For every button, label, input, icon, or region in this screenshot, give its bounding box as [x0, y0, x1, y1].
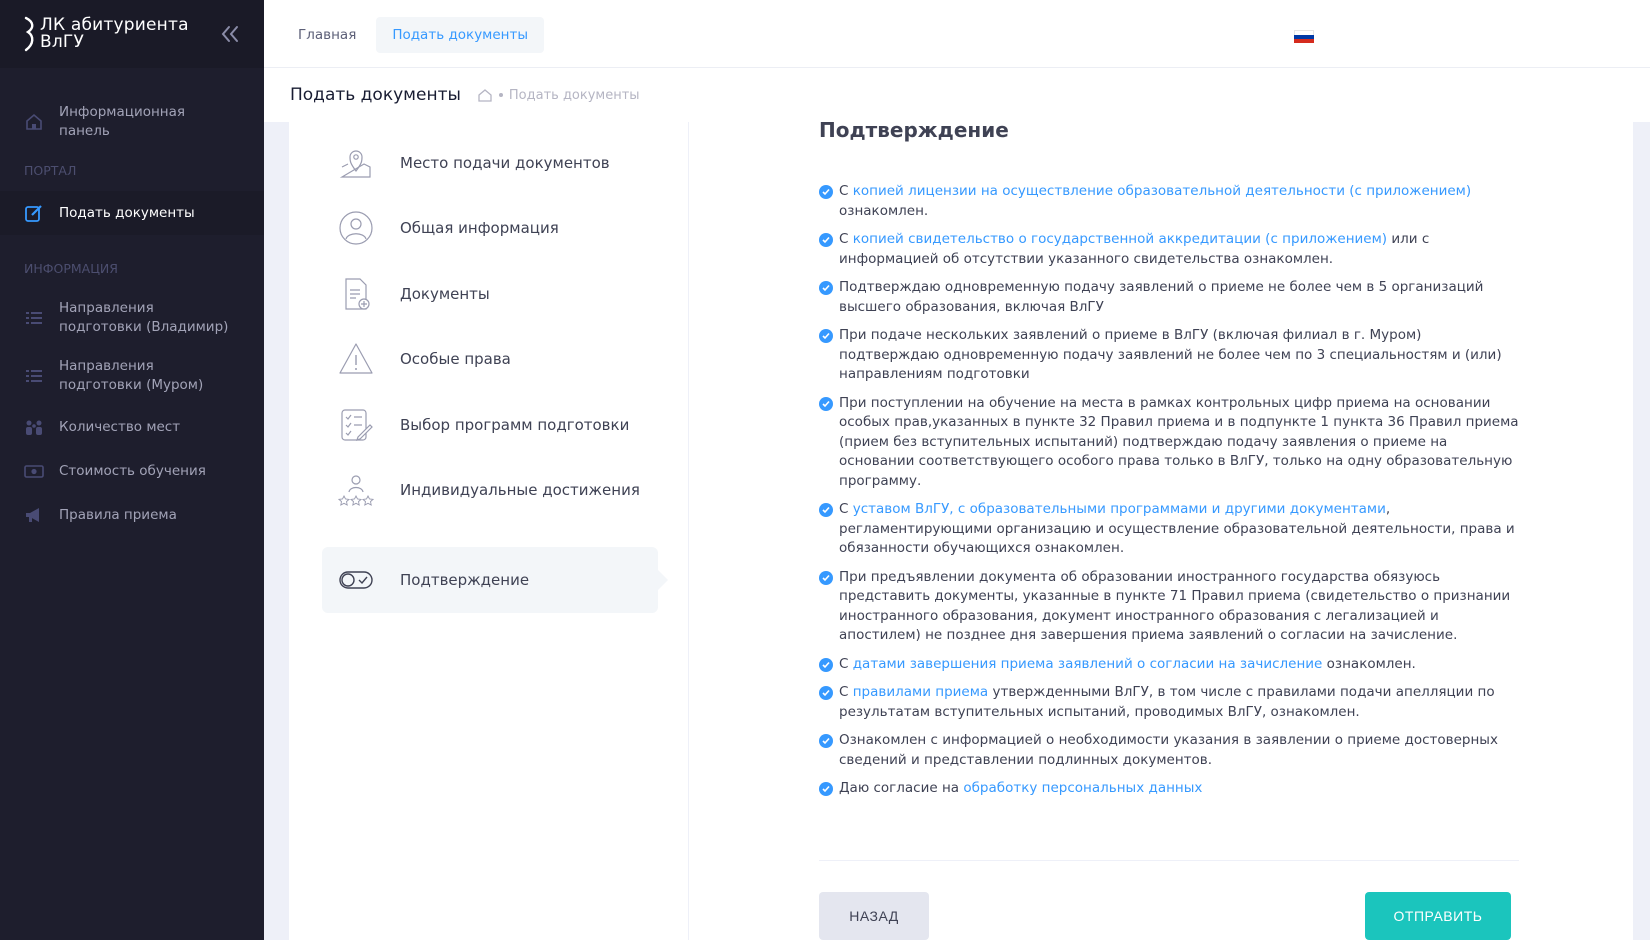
- double-chevron-left-icon[interactable]: [220, 25, 240, 43]
- nav-link-submit-documents[interactable]: Подать документы: [376, 17, 544, 53]
- document-link[interactable]: уставом ВлГУ, с образовательными программами и другими документами: [852, 501, 1386, 517]
- sidebar-section-info: ИНФОРМАЦИЯ: [24, 261, 118, 276]
- sidebar-item-rules[interactable]: [0, 493, 264, 537]
- text-segment: ознакомлен.: [1322, 655, 1416, 672]
- check-icon: [822, 661, 830, 669]
- document-link[interactable]: копией лицензии на осуществление образовательной деятельности (с приложением): [852, 183, 1472, 199]
- text-segment: При поступлении на обучение на места в рамках контрольных цифр приема на основании особых прав,указанных в пункте 32 Правил приема и в подпункте 1 пункта 36 Правил приема (прием без вступительных испытаний) подтверждаю подачу заявления о приеме на основании соответствующего особого права только в ВлГУ, только на одну образовательную программу.: [839, 394, 1519, 489]
- list-icon: [24, 308, 44, 328]
- nav-link-home[interactable]: Главная: [298, 27, 357, 43]
- document-link[interactable]: копией свидетельство о государственной аккредитации (с приложением): [852, 231, 1388, 247]
- confirmation-text: [839, 655, 1416, 675]
- sidebar-item-seats[interactable]: [0, 405, 264, 449]
- list-icon: [24, 366, 44, 386]
- wizard-step-label: Индивидуальные достижения: [400, 480, 640, 499]
- user-icon: [338, 210, 374, 246]
- wizard-step-label: Выбор программ подготовки: [400, 415, 630, 434]
- confirmation-item: [819, 731, 1519, 770]
- checkbox[interactable]: [819, 503, 833, 517]
- confirmation-text: [839, 731, 1519, 770]
- checkbox[interactable]: [819, 734, 833, 748]
- text-segment: С: [839, 501, 853, 517]
- check-icon: [822, 574, 830, 582]
- warning-icon: [338, 341, 374, 377]
- logo-icon: [24, 16, 38, 52]
- document-link[interactable]: правилами приема: [852, 684, 989, 700]
- russian-flag-icon[interactable]: [1294, 30, 1314, 43]
- map-pin-icon: [338, 145, 374, 181]
- sidebar-item-label: Информационная панель: [59, 104, 186, 139]
- submit-button[interactable]: ОТПРАВИТЬ: [1365, 892, 1511, 940]
- sidebar-item-label: Направления подготовки (Муром): [59, 358, 204, 393]
- text-segment: или с информацией об отсутствии указанного свидетельства ознакомлен.: [839, 231, 1430, 267]
- brand-title: ЛК абитуриента ВлГУ: [40, 15, 189, 52]
- confirmation-text: [839, 779, 1202, 799]
- check-icon: [822, 188, 830, 196]
- wizard-step-label: Место подачи документов: [400, 153, 610, 172]
- confirmation-item: [819, 683, 1519, 722]
- text-segment: С: [839, 684, 853, 700]
- document-link[interactable]: датами завершения приема заявлений о согласии на зачисление: [852, 655, 1323, 672]
- confirmation-text: [839, 182, 1519, 221]
- breadcrumb-separator: [499, 93, 503, 97]
- confirmation-item: [819, 326, 1519, 385]
- wizard-step-label: Документы: [400, 284, 490, 303]
- wizard-step-label: Подтверждение: [400, 570, 530, 589]
- sidebar-item-directions-murom[interactable]: [0, 347, 264, 405]
- confirmation-text: [839, 278, 1519, 317]
- confirmation-item: [819, 568, 1519, 646]
- check-icon: [822, 284, 830, 292]
- header: [264, 3, 1650, 68]
- check-icon: [822, 332, 830, 340]
- text-segment: ознакомлен.: [839, 202, 929, 219]
- sidebar-item-label: Стоимость обучения: [59, 462, 206, 479]
- home-icon[interactable]: [477, 88, 493, 102]
- breadcrumb-item[interactable]: Подать документы: [508, 87, 640, 103]
- sidebar-item-label: Количество мест: [59, 418, 181, 435]
- header-nav: [282, 17, 548, 53]
- confirmation-text: [839, 230, 1519, 269]
- sidebar-item-label: Правила приема: [59, 506, 177, 523]
- people-icon: [24, 417, 44, 437]
- text-segment: При предъявлении документа об образовании иностранного государства обязуюсь представить документы, указанные в пункте 71 Правил приема (свидетельство о признании иностранного образования, документ иностранного образования с легализацией и апостилем) не позднее дня завершения приема заявлений о согласии на зачисление.: [839, 568, 1511, 643]
- check-icon: [822, 236, 830, 244]
- check-icon: [822, 506, 830, 514]
- wizard-step-location[interactable]: [322, 130, 658, 196]
- wizard-step-achievements[interactable]: [322, 457, 658, 523]
- text-segment: С: [839, 231, 853, 247]
- check-icon: [822, 689, 830, 697]
- checkbox[interactable]: [819, 329, 833, 343]
- checkbox[interactable]: [819, 571, 833, 585]
- sidebar-item-label: Направления подготовки (Владимир): [59, 300, 229, 335]
- wizard-card: [289, 122, 1633, 940]
- sidebar-item-directions-vladimir[interactable]: [0, 289, 264, 347]
- confirmation-item: [819, 230, 1519, 269]
- checkbox[interactable]: [819, 185, 833, 199]
- document-add-icon: [338, 276, 374, 312]
- confirmation-item: [819, 394, 1519, 492]
- home-icon: [24, 112, 44, 132]
- text-segment: При подаче нескольких заявлений о приеме в ВлГУ (включая филиал в г. Муром) подтверждаю одновременную подачу заявлений не более чем по 3 специальностям и (или) направлениям подготовки: [839, 327, 1502, 382]
- wizard-step-documents[interactable]: [322, 261, 658, 327]
- money-icon: [24, 461, 44, 481]
- text-segment: Даю согласие на: [839, 780, 964, 796]
- check-icon: [822, 785, 830, 793]
- sidebar-item-label: Подать документы: [59, 204, 195, 221]
- edit-icon: [24, 203, 44, 223]
- checklist-icon: [338, 407, 374, 443]
- checkbox[interactable]: [819, 658, 833, 672]
- check-icon: [822, 737, 830, 745]
- megaphone-icon: [24, 505, 44, 525]
- breadcrumb: [477, 88, 640, 103]
- sidebar-menu: [0, 68, 264, 537]
- page-title: Подать документы: [290, 85, 461, 105]
- text-segment: Ознакомлен с информацией о необходимости указания в заявлении о приеме достоверных сведений и представлении подлинных документов.: [839, 732, 1498, 768]
- confirmation-text: [839, 683, 1519, 722]
- checkbox[interactable]: [819, 782, 833, 796]
- confirmation-item: [819, 182, 1519, 221]
- wizard-step-label: Общая информация: [400, 218, 559, 237]
- checkbox[interactable]: [819, 397, 833, 411]
- achievement-icon: [338, 472, 374, 508]
- text-segment: Подтверждаю одновременную подачу заявлений о приеме не более чем в 5 организаций высшего образования, включая ВлГУ: [839, 279, 1484, 315]
- text-segment: , регламентирующими организацию и осуществление образовательной деятельности, права и обязанности обучающихся ознакомлен.: [839, 501, 1515, 556]
- check-icon: [822, 400, 830, 408]
- confirmation-text: [839, 500, 1519, 559]
- sidebar-item-tuition[interactable]: [0, 449, 264, 493]
- confirmation-text: [839, 568, 1519, 646]
- checkbox[interactable]: [819, 233, 833, 247]
- wizard-step-label: Особые права: [400, 349, 511, 368]
- sidebar-item-submit-documents[interactable]: [0, 191, 264, 235]
- wizard-step-special-rights[interactable]: [322, 326, 658, 392]
- confirmation-text: [839, 326, 1519, 385]
- confirmation-checklist: [819, 182, 1519, 808]
- confirmation-item: [819, 779, 1519, 799]
- divider: [819, 860, 1519, 861]
- confirmation-item: [819, 500, 1519, 559]
- toggle-icon: [338, 562, 374, 598]
- document-link[interactable]: обработку персональных данных: [963, 780, 1203, 796]
- wizard-step-confirmation[interactable]: [322, 547, 658, 613]
- text-segment: С: [839, 655, 853, 672]
- text-segment: С: [839, 183, 853, 199]
- sidebar-section-portal: ПОРТАЛ: [24, 163, 77, 178]
- text-segment: утвержденными ВлГУ, в том числе с правилами подачи апелляции по результатам вступительных испытаний, проводимых ВлГУ, ознакомлен.: [839, 684, 1495, 720]
- wizard-step-programs[interactable]: [322, 392, 658, 458]
- back-button[interactable]: НАЗАД: [819, 892, 929, 940]
- checkbox[interactable]: [819, 686, 833, 700]
- checkbox[interactable]: [819, 281, 833, 295]
- section-title: Подтверждение: [819, 122, 1009, 142]
- sidebar: [0, 0, 264, 940]
- brand: [0, 0, 264, 68]
- confirmation-item: [819, 278, 1519, 317]
- wizard-step-general-info[interactable]: [322, 195, 658, 261]
- subheader: [264, 68, 1650, 122]
- confirmation-item: [819, 655, 1519, 675]
- brand-logo[interactable]: [24, 16, 230, 52]
- sidebar-item-dashboard[interactable]: [0, 93, 264, 151]
- confirmation-text: [839, 394, 1519, 492]
- wizard-nav: [289, 122, 689, 940]
